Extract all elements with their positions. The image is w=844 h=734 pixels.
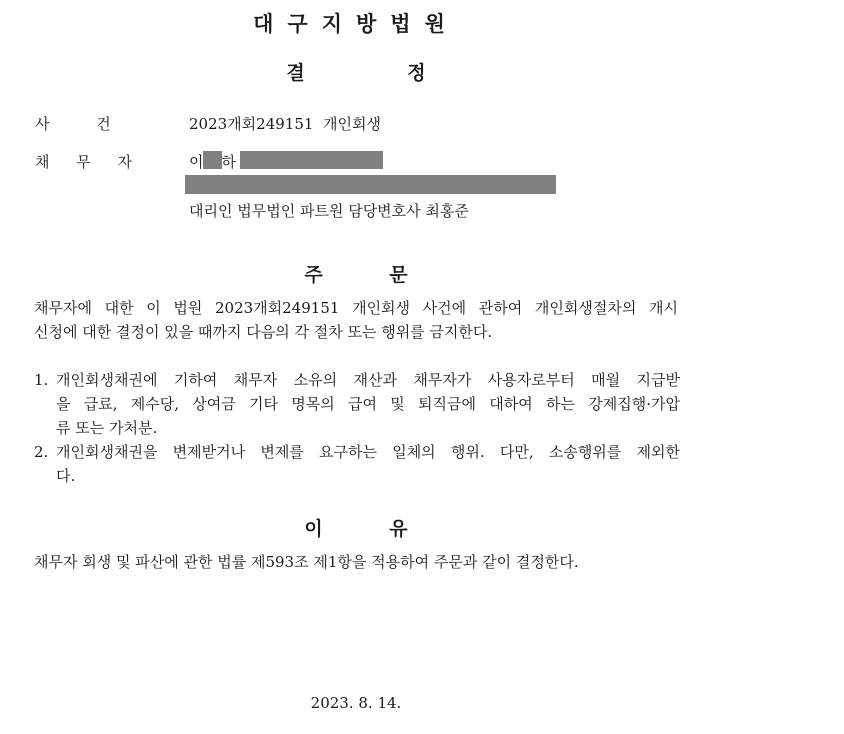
debtor-name-last: 하: [221, 153, 236, 171]
court-name: 대구지방법원: [253, 12, 459, 36]
order-item-2-line-1: 개인회생채권을 변제받거나 변제를 요구하는 일체의 행위. 다만, 소송행위를 제외한: [56, 443, 680, 461]
debtor-label: 채 무 자: [35, 153, 133, 171]
order-intro-line-1: 채무자에 대한 이 법원 2023개회249151 개인회생 사건에 관하여 개인회생절차의 개시: [34, 299, 678, 317]
redaction-name: [203, 151, 222, 169]
case-type: 개인회생: [322, 115, 381, 133]
order-item-1-line-1: 개인회생채권에 기하여 채무자 소유의 재산과 채무자가 사용자로부터 매월 지급받: [56, 371, 680, 389]
order-item-1-number: 1.: [34, 371, 49, 389]
redaction-id: [240, 151, 383, 169]
order-item-1-line-3: 류 또는 가처분.: [56, 419, 158, 437]
debtor-name-first: 이: [189, 153, 204, 171]
order-heading: 주 문: [304, 264, 408, 286]
order-item-1-line-2: 을 급료, 제수당, 상여금 기타 명목의 급여 및 퇴직금에 대하여 하는 강제집행·가압: [56, 395, 680, 413]
order-item-2-number: 2.: [34, 443, 49, 461]
debtor-agent: 대리인 법무법인 파트원 담당변호사 최홍준: [189, 202, 469, 220]
redaction-address: [185, 175, 556, 194]
reason-heading: 이 유: [304, 518, 408, 540]
case-number: [189, 113, 381, 134]
order-item-2-line-2: 다.: [56, 467, 76, 485]
order-item-1: [34, 368, 680, 440]
order-item-2: [34, 440, 680, 488]
order-intro: [34, 296, 678, 344]
document-title: 결 정: [286, 62, 426, 84]
decision-date: 2023. 8. 14.: [310, 694, 402, 712]
case-number-value: 2023개회249151: [189, 115, 314, 133]
case-label: 사 건: [35, 115, 111, 133]
order-intro-line-2: 신청에 대한 결정이 있을 때까지 다음의 각 절차 또는 행위를 금지한다.: [34, 323, 493, 341]
reason-text: 채무자 회생 및 파산에 관한 법률 제593조 제1항을 적용하여 주문과 같이 결정한다.: [34, 553, 579, 571]
